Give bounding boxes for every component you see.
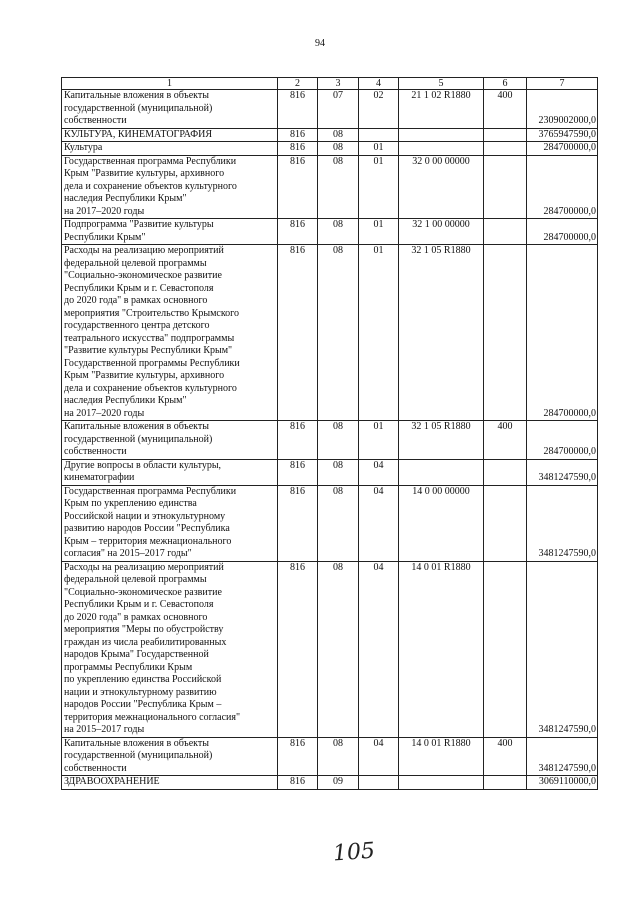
cell-csr — [399, 142, 484, 156]
cell-vr: 400 — [484, 737, 527, 776]
cell-sum: 3481247590,0 — [527, 485, 598, 561]
header-cell: 1 — [62, 78, 278, 90]
cell-csr: 21 1 02 R1880 — [399, 90, 484, 129]
cell-ved: 816 — [278, 459, 318, 485]
cell-sum: 3069110000,0 — [527, 776, 598, 790]
cell-rz: 08 — [318, 245, 359, 421]
cell-vr — [484, 155, 527, 219]
cell-name: КУЛЬТУРА, КИНЕМАТОГРАФИЯ — [62, 128, 278, 142]
cell-rz: 07 — [318, 90, 359, 129]
cell-rz: 08 — [318, 737, 359, 776]
cell-sum: 2309002000,0 — [527, 90, 598, 129]
cell-rz: 08 — [318, 128, 359, 142]
cell-rz: 08 — [318, 219, 359, 245]
cell-csr: 14 0 01 R1880 — [399, 561, 484, 737]
cell-name: Расходы на реализацию мероприятий федеральной целевой программы "Социально-экономическое развитие Республики Крым и г. Севастополя до 2020 года" в рамках основного мероприятия "Строительство Крымского государственного центра детского театрального искусства" подпрограммы "Развитие культуры Республики Крым" Государственной программы Республики Крым "Развитие культуры, архивного дела и сохранение объектов культурного наследия Республики Крым" на 2017–2020 годы — [62, 245, 278, 421]
cell-vr — [484, 561, 527, 737]
cell-csr: 32 0 00 00000 — [399, 155, 484, 219]
cell-sum: 3481247590,0 — [527, 561, 598, 737]
cell-sum: 284700000,0 — [527, 421, 598, 460]
cell-rz: 09 — [318, 776, 359, 790]
table-row — [62, 128, 598, 142]
header-cell: 5 — [399, 78, 484, 90]
cell-vr — [484, 219, 527, 245]
cell-ved: 816 — [278, 90, 318, 129]
cell-rz: 08 — [318, 485, 359, 561]
cell-vr — [484, 245, 527, 421]
table-row — [62, 90, 598, 129]
page-number: 94 — [315, 38, 325, 49]
cell-sum: 284700000,0 — [527, 219, 598, 245]
cell-pr: 01 — [359, 155, 399, 219]
budget-table — [61, 77, 598, 790]
cell-pr: 04 — [359, 485, 399, 561]
cell-name: Другие вопросы в области культуры, кинематографии — [62, 459, 278, 485]
handwritten-page-number: 105 — [332, 838, 376, 867]
cell-rz: 08 — [318, 142, 359, 156]
cell-name: Культура — [62, 142, 278, 156]
cell-ved: 816 — [278, 737, 318, 776]
header-cell: 4 — [359, 78, 399, 90]
cell-sum: 3481247590,0 — [527, 737, 598, 776]
cell-name: Капитальные вложения в объекты государственной (муниципальной) собственности — [62, 421, 278, 460]
cell-vr: 400 — [484, 421, 527, 460]
header-cell: 2 — [278, 78, 318, 90]
cell-csr: 32 1 00 00000 — [399, 219, 484, 245]
table-row — [62, 245, 598, 421]
cell-pr: 04 — [359, 459, 399, 485]
cell-rz: 08 — [318, 421, 359, 460]
cell-csr: 14 0 01 R1880 — [399, 737, 484, 776]
table-row — [62, 142, 598, 156]
cell-rz: 08 — [318, 561, 359, 737]
cell-pr: 01 — [359, 219, 399, 245]
cell-ved: 816 — [278, 245, 318, 421]
cell-rz: 08 — [318, 155, 359, 219]
cell-vr — [484, 128, 527, 142]
cell-csr — [399, 459, 484, 485]
header-cell: 6 — [484, 78, 527, 90]
cell-ved: 816 — [278, 155, 318, 219]
cell-name: ЗДРАВООХРАНЕНИЕ — [62, 776, 278, 790]
cell-csr: 32 1 05 R1880 — [399, 245, 484, 421]
cell-name: Капитальные вложения в объекты государственной (муниципальной) собственности — [62, 737, 278, 776]
table-row — [62, 219, 598, 245]
header-cell: 3 — [318, 78, 359, 90]
cell-ved: 816 — [278, 421, 318, 460]
cell-vr: 400 — [484, 90, 527, 129]
cell-name: Подпрограмма "Развитие культуры Республики Крым" — [62, 219, 278, 245]
table-row — [62, 776, 598, 790]
cell-vr — [484, 485, 527, 561]
cell-vr — [484, 142, 527, 156]
cell-pr: 01 — [359, 421, 399, 460]
cell-ved: 816 — [278, 128, 318, 142]
cell-pr: 04 — [359, 737, 399, 776]
table-row — [62, 421, 598, 460]
cell-csr — [399, 776, 484, 790]
table-row — [62, 561, 598, 737]
table-row — [62, 459, 598, 485]
cell-pr — [359, 128, 399, 142]
cell-pr: 01 — [359, 245, 399, 421]
cell-sum: 284700000,0 — [527, 142, 598, 156]
cell-rz: 08 — [318, 459, 359, 485]
cell-sum: 3765947590,0 — [527, 128, 598, 142]
cell-name: Капитальные вложения в объекты государственной (муниципальной) собственности — [62, 90, 278, 129]
cell-ved: 816 — [278, 776, 318, 790]
cell-name: Государственная программа Республики Крым по укреплению единства Российской нации и этнокультурному развитию народов России "Республика Крым – территория межнационального согласия" на 2015–2017 годы" — [62, 485, 278, 561]
cell-vr — [484, 776, 527, 790]
cell-csr: 14 0 00 00000 — [399, 485, 484, 561]
cell-ved: 816 — [278, 485, 318, 561]
cell-pr — [359, 776, 399, 790]
cell-pr: 01 — [359, 142, 399, 156]
cell-sum: 3481247590,0 — [527, 459, 598, 485]
cell-pr: 02 — [359, 90, 399, 129]
table-body — [62, 90, 598, 790]
cell-name: Расходы на реализацию мероприятий федеральной целевой программы "Социально-экономическое развитие Республики Крым и г. Севастополя до 2020 года" в рамках основного мероприятия "Меры по обустройству граждан из числа реабилитированных народов Крыма" Государственной программы Республики Крым по укреплению единства Российской нации и этнокультурному развитию народов России "Республика Крым – территория межнационального согласия" на 2015–2017 годы — [62, 561, 278, 737]
cell-pr: 04 — [359, 561, 399, 737]
header-cell: 7 — [527, 78, 598, 90]
cell-sum: 284700000,0 — [527, 245, 598, 421]
table-header-row — [62, 78, 598, 90]
cell-name: Государственная программа Республики Крым "Развитие культуры, архивного дела и сохранение объектов культурного наследия Республики Крым" на 2017–2020 годы — [62, 155, 278, 219]
cell-csr — [399, 128, 484, 142]
cell-csr: 32 1 05 R1880 — [399, 421, 484, 460]
cell-vr — [484, 459, 527, 485]
table-row — [62, 155, 598, 219]
cell-ved: 816 — [278, 219, 318, 245]
table-row — [62, 737, 598, 776]
cell-sum: 284700000,0 — [527, 155, 598, 219]
table-row — [62, 485, 598, 561]
cell-ved: 816 — [278, 561, 318, 737]
cell-ved: 816 — [278, 142, 318, 156]
